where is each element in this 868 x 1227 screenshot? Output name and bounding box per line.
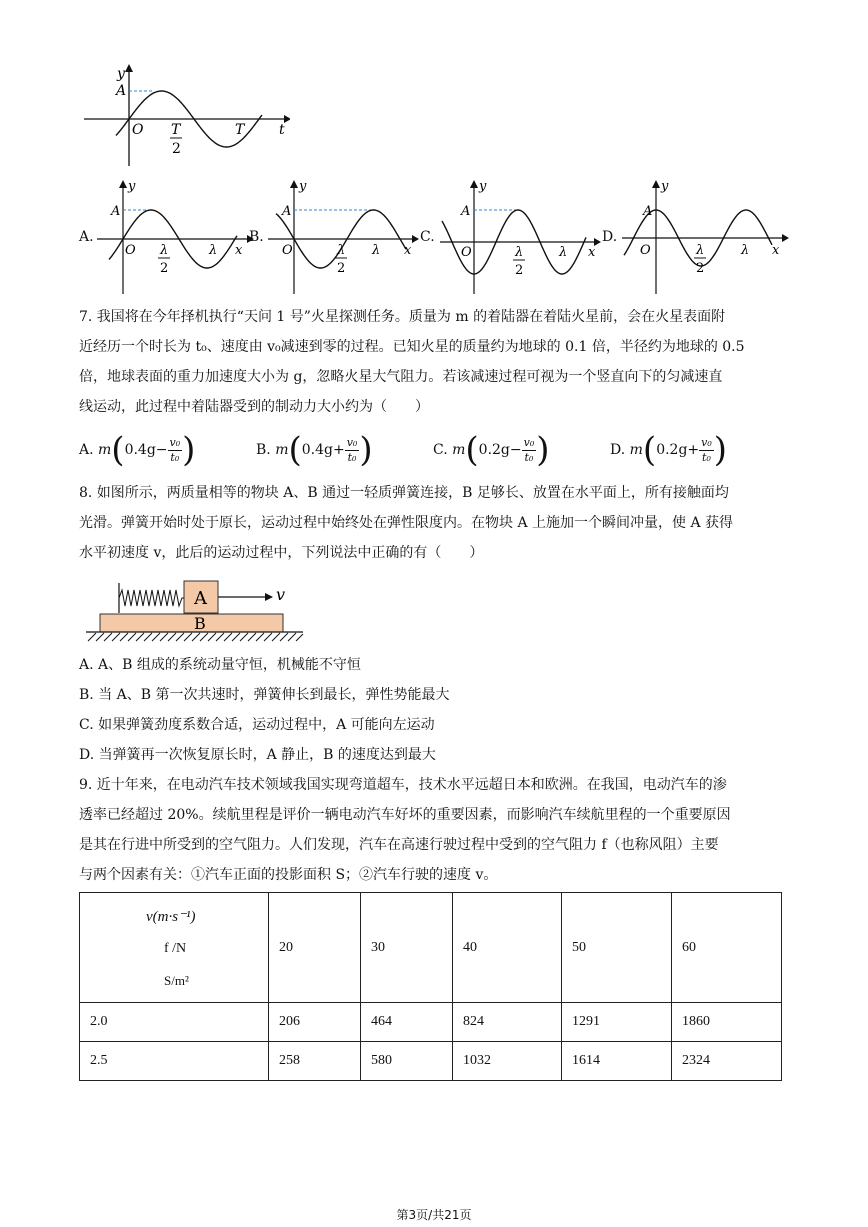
wave-option-a-letter: A. [79,229,94,245]
half-lambda-num: λ [160,243,169,258]
wave-option-a-graph[interactable] [95,172,255,297]
page-footer: 第3页/共21页 [396,1208,472,1222]
wave-option-d-letter: D. [602,229,618,245]
option-letter: B. [256,442,271,458]
table-header-cell: 40 [453,893,562,1003]
x-axis-label: x [772,243,780,258]
half-period-num: T [171,122,181,138]
table-header-row [80,893,782,1003]
half-lambda-den: 2 [696,261,705,276]
q9-line-4: 与两个因素有关：①汽车正面的投影面积 S；②汽车行驶的速度 v。 [79,867,498,883]
table-header-cell: 50 [562,893,672,1003]
q9-line-2: 透率已经超过 20%。续航里程是评价一辆电动汽车好坏的重要因素，而影响汽车续航里程的一个重要原因 [79,807,731,823]
table-cell: 1860 [672,1003,782,1042]
q8-option-a[interactable]: A. A、B 组成的系统动量守恒，机械能不守恒 [79,657,361,673]
q8-option-b[interactable]: B. 当 A、B 第一次共速时，弹簧伸长到最长，弹性势能最大 [79,687,450,703]
origin-label: O [125,243,136,258]
origin-label: O [282,243,293,258]
option-letter: A. [79,442,94,458]
table-row [80,1042,782,1081]
table-header-cell: 20 [269,893,361,1003]
q9-line-1: 9. 近十年来，在电动汽车技术领域我国实现弯道超车，技术水平远超日本和欧洲。在我国，电动汽车的渗 [79,777,727,793]
table-cell: 258 [269,1042,361,1081]
period-label: T [235,122,245,138]
table-cell: 824 [453,1003,562,1042]
mass-symbol: m [275,442,289,458]
q7-line-4: 线运动，此过程中着陆器受到的制动力大小约为（ ） [79,399,429,415]
origin-label: O [461,245,472,260]
q7-option-c[interactable]: C. m ( 0.2g − $\frac{\text{v₀}}{\text{t₀}}$ ) [433,430,550,470]
table-cell: 580 [361,1042,453,1081]
drag-force-table [79,892,782,1081]
table-cell: 2324 [672,1042,782,1081]
q8-line-3: 水平初速度 v，此后的运动过程中，下列说法中正确的有（ ） [79,545,484,561]
q8-option-d[interactable]: D. 当弹簧再一次恢复原长时，A 静止，B 的速度达到最大 [79,747,436,763]
fraction: $\frac{\text{v₀}}{\text{t₀}}$ [523,435,535,464]
lambda-label: λ [741,243,750,258]
wave-option-b-letter: B. [249,229,264,245]
half-lambda-num: λ [337,243,346,258]
ground-hatch [88,633,303,641]
wave-option-d-graph[interactable] [620,172,795,297]
q7-line-3: 倍，地球表面的重力加速度大小为 g，忽略火星大气阻力。若该减速过程可视为一个竖直向下的匀减速直 [79,369,723,385]
header-force-label: f /N [164,941,187,956]
q7-line-1: 7. 我国将在今年择机执行“天问 1 号”火星探测任务。质量为 m 的着陆器在着陆火星前，会在火星表面附 [79,309,726,325]
coefficient: 0.2g [656,442,688,458]
table-header-cell: 30 [361,893,453,1003]
lambda-label: λ [559,245,568,260]
block-b-label: B [194,614,206,633]
amplitude-label: A [643,204,653,219]
coefficient: 0.2g [478,442,510,458]
table-row [80,1003,782,1042]
amplitude-label: A [116,83,127,99]
table-cell-area: 2.0 [80,1003,269,1042]
half-lambda-den: 2 [160,261,169,276]
q8-line-1: 8. 如图所示，两质量相等的物块 A、B 通过一轻质弹簧连接，B 足够长、放置在水平面上，所有接触面均 [79,485,729,501]
table-cell: 1291 [562,1003,672,1042]
table-cell: 464 [361,1003,453,1042]
q7-line-2: 近经历一个时长为 t₀、速度由 v₀减速到零的过程。已知火星的质量约为地球的 0.1 倍，半径约为地球的 0.5 [79,339,745,355]
q7-option-a[interactable]: A. m ( 0.4g − $\frac{\text{v₀}}{\text{t₀}}$ ) [79,430,196,470]
origin-label: O [640,243,651,258]
operator: + [332,442,345,458]
q8-option-c[interactable]: C. 如果弹簧劲度系数合适，运动过程中，A 可能向左运动 [79,717,435,733]
y-axis-label: y [299,179,307,194]
velocity-label: v [276,585,286,604]
table-cell: 1032 [453,1042,562,1081]
spring-block-figure [82,578,307,646]
half-lambda-num: λ [696,243,705,258]
operator: − [509,442,522,458]
operator: − [155,442,168,458]
table-cell: 1614 [562,1042,672,1081]
q7-option-d[interactable]: D. m ( 0.2g + $\frac{\text{v₀}}{\text{t₀}}$ ) [610,430,728,470]
header-area-label: S/m² [164,973,189,988]
operator: + [687,442,700,458]
fraction: $\frac{\text{v₀}}{\text{t₀}}$ [169,435,181,464]
x-axis-label: x [588,245,596,260]
half-lambda-den: 2 [337,261,346,276]
block-a-label: A [194,588,207,609]
half-period-den: 2 [172,141,181,157]
amplitude-label: A [282,204,292,219]
y-axis-label: y [117,66,125,82]
header-speed-label: v(m·s⁻¹) [146,909,196,925]
amplitude-label: A [461,204,471,219]
table-header-cell: 60 [672,893,782,1003]
top-yt-graph [80,62,290,170]
option-letter: C. [433,442,448,458]
option-letter: D. [610,442,626,458]
amplitude-label: A [111,204,121,219]
origin-label: O [132,122,144,138]
block-b [100,614,283,632]
mass-symbol: m [452,442,466,458]
x-axis-label: x [235,243,243,258]
mass-symbol: m [98,442,112,458]
half-lambda-den: 2 [515,263,524,278]
wave-option-c-letter: C. [420,229,435,245]
y-axis-label: y [661,179,669,194]
y-axis-label: y [128,179,136,194]
t-axis-label: t [279,122,285,138]
table-cell-area: 2.5 [80,1042,269,1081]
spring [119,590,184,606]
lambda-label: λ [372,243,381,258]
y-axis-label: y [479,179,487,194]
lambda-label: λ [209,243,218,258]
x-axis-label: x [404,243,412,258]
half-lambda-num: λ [515,245,524,260]
q7-option-b[interactable]: B. m ( 0.4g + $\frac{\text{v₀}}{\text{t₀}}$ ) [256,430,373,470]
wave-option-c-graph[interactable] [438,172,608,297]
fraction: $\frac{\text{v₀}}{\text{t₀}}$ [701,435,712,464]
q9-line-3: 是其在行进中所受到的空气阻力。人们发现，汽车在高速行驶过程中受到的空气阻力 f（也称风阻）主要 [79,837,719,853]
q8-line-2: 光滑。弹簧开始时处于原长，运动过程中始终处在弹性限度内。在物块 A 上施加一个瞬间冲量，使 A 获得 [79,515,734,531]
mass-symbol: m [629,442,643,458]
table-cell: 206 [269,1003,361,1042]
coefficient: 0.4g [124,442,156,458]
fraction: $\frac{\text{v₀}}{\text{t₀}}$ [346,435,358,464]
header-corner-cell [80,893,269,1003]
wave-option-b-graph[interactable] [266,172,426,297]
coefficient: 0.4g [301,442,333,458]
